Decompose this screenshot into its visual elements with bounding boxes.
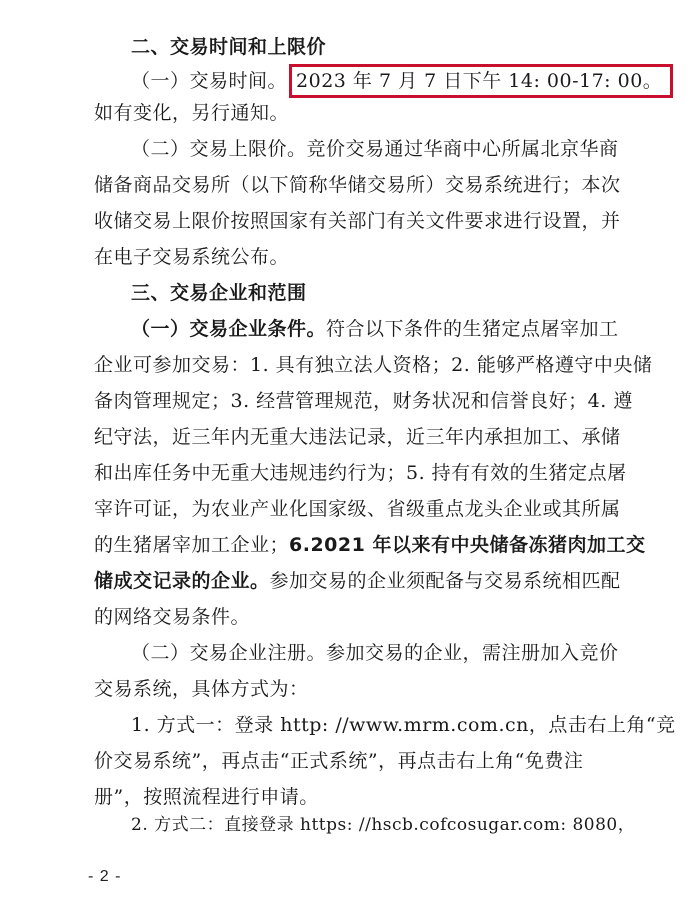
registration-line-1: （二）交易企业注册。参加交易的企业，需注册加入竞价 — [131, 642, 619, 664]
trading-time-label: （一）交易时间。 — [131, 70, 288, 92]
section-heading-enterprises: 三、交易企业和范围 — [131, 282, 307, 304]
trading-time-line — [131, 64, 673, 98]
conditions-line-9: 的网络交易条件。 — [94, 606, 251, 628]
section-heading-trading-time: 二、交易时间和上限价 — [131, 36, 327, 58]
method1-line-3: 册”，按照流程进行申请。 — [94, 786, 319, 808]
conditions-line-8-bold: 储成交记录的企业。 — [94, 570, 270, 592]
method1-line-2: 价交易系统”，再点击“正式系统”，再点击右上角“免费注 — [94, 750, 584, 772]
conditions-line-8 — [94, 568, 621, 594]
price-cap-line-4: 在电子交易系统公布。 — [94, 246, 290, 268]
price-cap-line-1: （二）交易上限价。竞价交易通过华商中心所属北京华商 — [131, 138, 619, 160]
conditions-line-1 — [131, 316, 619, 342]
trading-time-highlight: 2023 年 7 月 7 日下午 14: 00-17: 00。 — [289, 64, 673, 98]
conditions-line-3: 备肉管理规定；3. 经营管理规范，财务状况和信誉良好；4. 遵 — [94, 390, 633, 412]
conditions-label: （一）交易企业条件。 — [131, 318, 327, 340]
conditions-line-2: 企业可参加交易：1. 具有独立法人资格；2. 能够严格遵守中央储 — [94, 354, 653, 376]
conditions-line-7-bold: 6.2021 年以来有中央储备冻猪肉加工交 — [289, 534, 646, 556]
registration-line-2: 交易系统，具体方式为： — [94, 678, 309, 700]
conditions-line-7 — [94, 532, 645, 558]
method2-line: 2. 方式二：直接登录 https: //hscb.cofcosugar.com: 8080， — [131, 815, 636, 835]
page-number: - 2 - — [88, 868, 122, 885]
method1-line-1: 1. 方式一：登录 http: //www.mrm.com.cn，点击右上角“竞 — [131, 714, 676, 736]
conditions-line-8-tail: 参加交易的企业须配备与交易系统相匹配 — [269, 570, 621, 592]
conditions-line-5: 和出库任务中无重大违规违约行为；5. 持有有效的生猪定点屠 — [94, 462, 627, 484]
conditions-line-6: 宰许可证，为农业产业化国家级、省级重点龙头企业或其所属 — [94, 498, 621, 520]
price-cap-line-2: 储备商品交易所（以下简称华储交易所）交易系统进行；本次 — [94, 174, 621, 196]
conditions-first-line-rest: 符合以下条件的生猪定点屠宰加工 — [326, 318, 619, 340]
trading-time-continuation: 如有变化，另行通知。 — [94, 102, 290, 124]
price-cap-line-3: 收储交易上限价按照国家有关部门有关文件要求进行设置，并 — [94, 210, 621, 232]
conditions-line-4: 纪守法，近三年内无重大违法记录，近三年内承担加工、承储 — [94, 426, 621, 448]
conditions-line-7-prefix: 的生猪屠宰加工企业； — [94, 534, 290, 556]
